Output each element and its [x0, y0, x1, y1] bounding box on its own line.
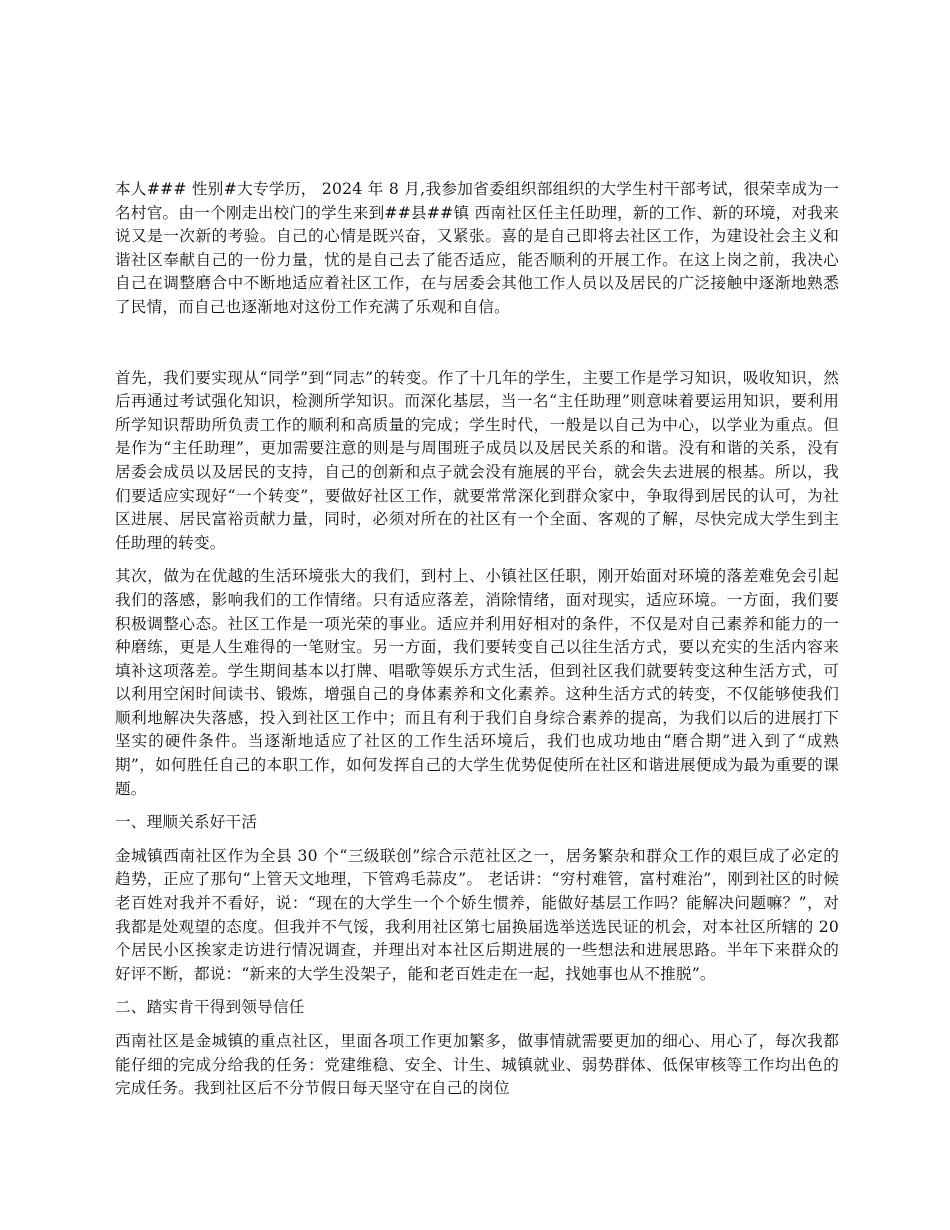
document-page [115, 178, 839, 1101]
section-heading-2: 二、踏实肯干得到领导信任 [115, 998, 305, 1017]
section-2-paragraph: 西南社区是金城镇的重点社区，里面各项工作更加繁多，做事情就需要更加的细心、用心了，每次我都能仔细的完成分给我的任务：党建维稳、安全、计生、城镇就业、弱势群体、低保审核等工作均出色的完成任务。我到社区后不分节假日每天坚守在自己的岗位 [115, 1032, 839, 1098]
second-environment-paragraph: 其次，做为在优越的生活环境张大的我们，到村上、小镇社区任职，刚开始面对环境的落差难免会引起我们的落感，影响我们的工作情绪。只有适应落差，消除情绪，面对现实，适应环境。一方面，我们要积极调整心态。社区工作是一项光荣的事业。适应并利用好相对的条件，不仅是对自己素养和能力的一种磨练，更是人生难得的一笔财宝。另一方面，我们要转变自己以往生活方式，要以充实的生活内容来填补这项落差。学生期间基本以打牌、唱歌等娱乐方式生活，但到社区我们就要转变这种生活方式，可以利用空闲时间读书、锻炼，增强自己的身体素养和文化素养。这种生活方式的转变，不仅能够使我们顺利地解决失落感，投入到社区工作中；而且有利于我们自身综合素养的提高，为我们以后的进展打下坚实的硬件条件。当逐渐地适应了社区的工作生活环境后，我们也成功地由“磨合期”进入到了“成熟期”，如何胜任自己的本职工作，如何发挥自己的大学生优势促使所在社区和谐进展便成为最为重要的课题。 [115, 567, 839, 798]
paragraph-gap [115, 320, 839, 367]
section-1-paragraph: 金城镇西南社区作为全县 30 个“三级联创”综合示范社区之一，居务繁杂和群众工作的艰巨成了必定的趋势，正应了那句“上管天文地理，下管鸡毛蒜皮”。 老话讲：“穷村难管，富村难治”，刚到社区的时候老百姓对我并不看好，说：“现在的大学生一个个娇生惯养，能做好基层工作吗？能解决问题嘛？”，对我都是处观望的态度。但我并不气馁，我利用社区第七届换届选举送选民证的机会，对本社区所辖的 20 个居民小区挨家走访进行情况调查，并理出对本社区后期进展的一些想法和进展思路。半年下来群众的好评不断，都说：“新来的大学生没架子，能和老百姓走在一起，找她事也从不推脱”。 [115, 846, 839, 983]
intro-paragraph: 本人### 性别#大专学历， 2024 年 8 月,我参加省委组织部组织的大学生村干部考试，很荣幸成为一名村官。由一个刚走出校门的学生来到##县##镇 西南社区任主任助理，新的工作、新的环境，对我来说又是一次新的考验。自己的心情是既兴奋，又紧张。喜的是自己即将去社区工作，为建设社会主义和谐社区奉献自己的一份力量，忧的是自己去了能否适应，能否顺利的开展工作。在这上岗之前，我决心自己在调整磨合中不断地适应着社区工作，在与居委会其他工作人员以及居民的广泛接触中逐渐地熟悉了民情，而自己也逐渐地对这份工作充满了乐观和自信。 [115, 180, 839, 316]
section-heading-1: 一、理顺关系好干活 [115, 813, 258, 832]
first-transition-paragraph: 首先，我们要实现从“同学”到“同志”的转变。作了十几年的学生，主要工作是学习知识，吸收知识，然后再通过考试强化知识，检测所学知识。而深化基层，当一名“主任助理”则意味着要运用知识，要利用所学知识帮助所负责工作的顺利和高质量的完成；学生时代，一般是以自己为中心，以学业为重点。但是作为“主任助理”，更加需要注意的则是与周围班子成员以及居民关系的和谐。没有和谐的关系，没有居委会成员以及居民的支持，自己的创新和点子就会没有施展的平台，就会失去进展的根基。所以，我们要适应实现好“一个转变”，要做好社区工作，就要常常深化到群众家中，争取得到居民的认可，为社区进展、居民富裕贡献力量，同时，必须对所在的社区有一个全面、客观的了解，尽快完成大学生到主任助理的转变。 [115, 368, 839, 552]
